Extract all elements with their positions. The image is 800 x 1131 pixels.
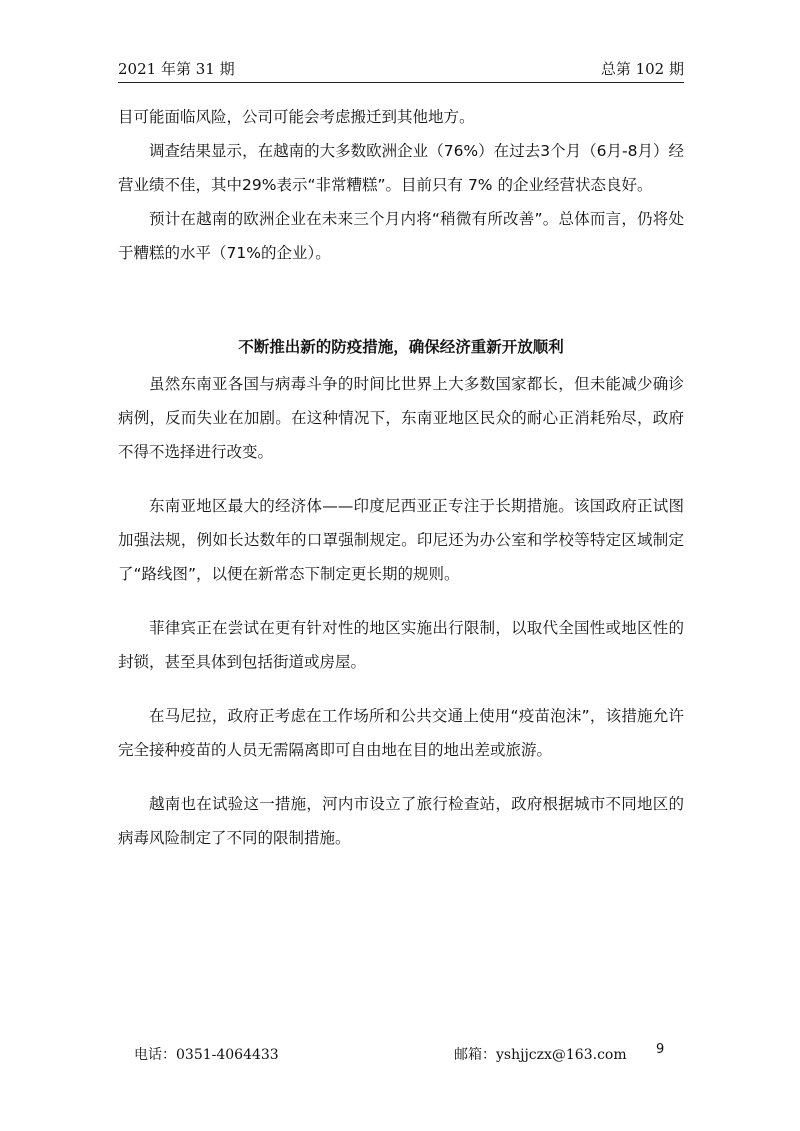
- document-body: [118, 100, 684, 855]
- footer-email: 邮箱：yshjjczx@163.com: [454, 1047, 627, 1063]
- paragraph-southeast-asia: 虽然东南亚各国与病毒斗争的时间比世界上大多数国家都长，但未能减少确诊病例，反而失业在加剧。在这种情况下，东南亚地区民众的耐心正消耗殆尽，政府不得不选择进行改变。: [118, 375, 684, 461]
- paragraph-outlook: 预计在越南的欧洲企业在未来三个月内将“稍微有所改善”。总体而言，仍将处于糟糕的水平（71%的企业）。: [118, 210, 684, 262]
- page-footer: [0, 1044, 800, 1068]
- paragraph-indonesia: 东南亚地区最大的经济体——印度尼西亚正专注于长期措施。该国政府正试图加强法规，例如长达数年的口罩强制规定。印尼还为办公室和学校等特定区域制定了“路线图”，以便在新常态下制定更长期的规则。: [118, 497, 684, 583]
- paragraph-survey-results: 调查结果显示，在越南的大多数欧洲企业（76%）在过去3个月（6月-8月）经营业绩不佳，其中29%表示“非常糟糕”。目前只有 7% 的企业经营状态良好。: [118, 142, 684, 194]
- total-issue-number: 总第 102 期: [600, 60, 684, 78]
- paragraph-continuation: 目可能面临风险，公司可能会考虑搬迁到其他地方。: [118, 108, 475, 126]
- page-number: 9: [656, 1042, 665, 1057]
- footer-phone: 电话：0351-4064433: [134, 1047, 279, 1063]
- paragraph-manila: 在马尼拉，政府正考虑在工作场所和公共交通上使用“疫苗泡沫”，该措施允许完全接种疫苗的人员无需隔离即可自由地在目的地出差或旅游。: [118, 707, 684, 759]
- paragraph-vietnam: 越南也在试验这一措施，河内市设立了旅行检查站，政府根据城市不同地区的病毒风险制定了不同的限制措施。: [118, 795, 684, 847]
- paragraph-philippines: 菲律宾正在尝试在更有针对性的地区实施出行限制，以取代全国性或地区性的封锁，甚至具体到包括街道或房屋。: [118, 619, 684, 671]
- issue-number: 2021 年第 31 期: [118, 60, 235, 78]
- section-heading: 不断推出新的防疫措施，确保经济重新开放顺利: [238, 338, 564, 356]
- page-header: [118, 54, 684, 83]
